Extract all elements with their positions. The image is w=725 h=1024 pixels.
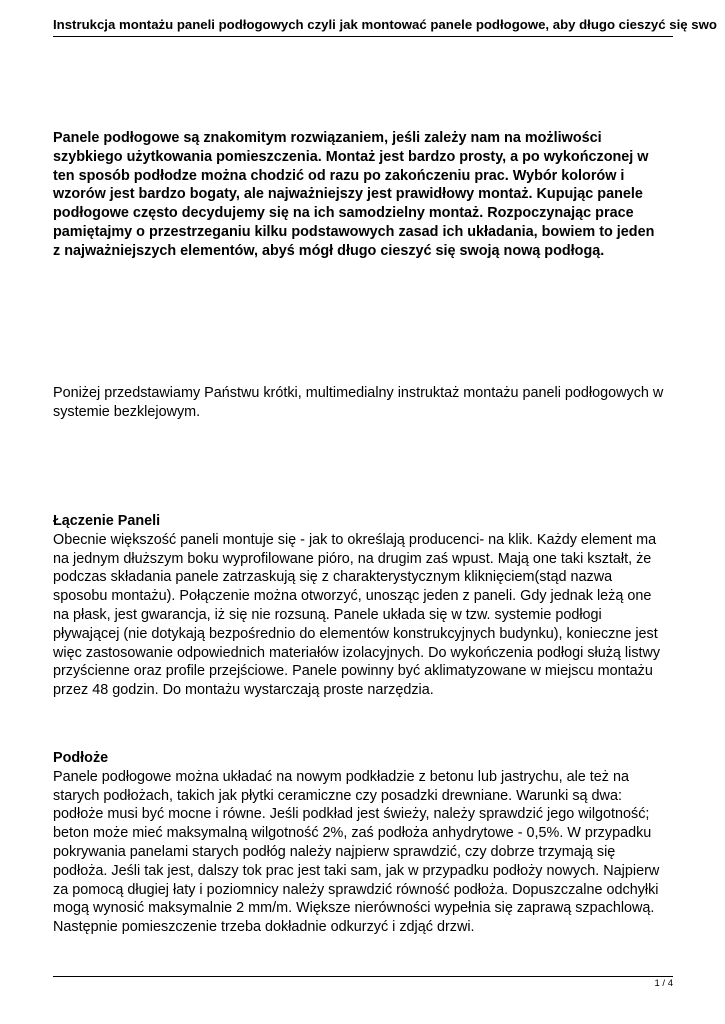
video-note-text: Poniżej przedstawiamy Państwu krótki, multimedialny instruktaż montażu paneli podłogowych w systemie bezklejowym.	[53, 385, 664, 420]
video-note-paragraph	[53, 384, 683, 422]
section-body: Obecnie większość paneli montuje się - jak to określają producenci- na klik. Każdy element ma na jednym dłuższym boku wyprofilowane pióro, na drugim zaś wpust. Mają one taki kształt, że podczas składania panele zatrzaskują się z charakterystycznym kliknięciem(stąd nazwa sposobu montażu). Połączenie można otworzyć, unosząc jeden z paneli. Gdy jednak leżą one na płask, jest gwarancja, iż się nie rozsuną. Panele układa się w tzw. systemie podłogi pływającej (nie dotykają bezpośrednio do elementów konstrukcyjnych budynku), konieczne jest więc zastosowanie odpowiednich materiałów izolacyjnych. Do wykończenia podłogi służą listwy przyścienne oraz profile przejściowe. Panele powinny być aklimatyzowane w miejscu montażu przez 48 godzin. Do montażu wystarczają proste narzędzia.	[53, 531, 661, 699]
page-number: 1 / 4	[654, 978, 673, 989]
intro-paragraph	[53, 129, 673, 261]
section-heading: Podłoże	[53, 750, 109, 766]
intro-text: Panele podłogowe są znakomitym rozwiązaniem, jeśli zależy nam na możliwości szybkiego użytkowania pomieszczenia. Montaż jest bardzo prosty, a po wykończonej w ten sposób podłodze można chodzić od razu po zakończeniu prac. Wybór kolorów i wzorów jest bardzo bogaty, ale najważniejszy jest prawidłowy montaż. Kupując panele podłogowe często decydujemy się na ich samodzielny montaż. Rozpoczynając prace pamiętajmy o przestrzeganiu kilku podstawowych zasad ich układania, bowiem to jeden z najważniejszych elementów, abyś mógł długo cieszyć się swoją nową podłogą.	[53, 130, 655, 259]
document-header-title: Instrukcja montażu paneli podłogowych czyli jak montować panele podłogowe, aby długo cieszyć się swo	[53, 17, 717, 32]
section-laczenie-paneli	[53, 512, 683, 700]
footer-divider	[53, 976, 673, 977]
section-body: Panele podłogowe można układać na nowym podkładzie z betonu lub jastrychu, ale też na starych podłożach, takich jak płytki ceramiczne czy posadzki drewniane. Warunki są dwa: podłoże musi być mocne i równe. Jeśli podkład jest świeży, należy sprawdzić jego wilgotność; beton może mieć maksymalną wilgotność 2%, zaś podłoża anhydrytowe - 0,5%. W przypadku pokrywania panelami starych podłóg należy najpierw sprawdzić, czy dobrze trzymają się podłoża. Jeśli tak jest, dalszy tok prac jest taki sam, jak w przypadku podłoży nowych. Najpierw za pomocą długiej łaty i poziomnicy należy sprawdzić równość podłoża. Dopuszczalne odchyłki mogą wynosić maksymalnie 2 mm/m. Większe nierówności wypełnia się zaprawą szpachlową. Następnie pomieszczenie trzeba dokładnie odkurzyć i zdjąć drzwi.	[53, 768, 660, 936]
section-heading: Łączenie Paneli	[53, 513, 161, 529]
section-podloze	[53, 749, 683, 937]
header-divider	[53, 36, 673, 37]
